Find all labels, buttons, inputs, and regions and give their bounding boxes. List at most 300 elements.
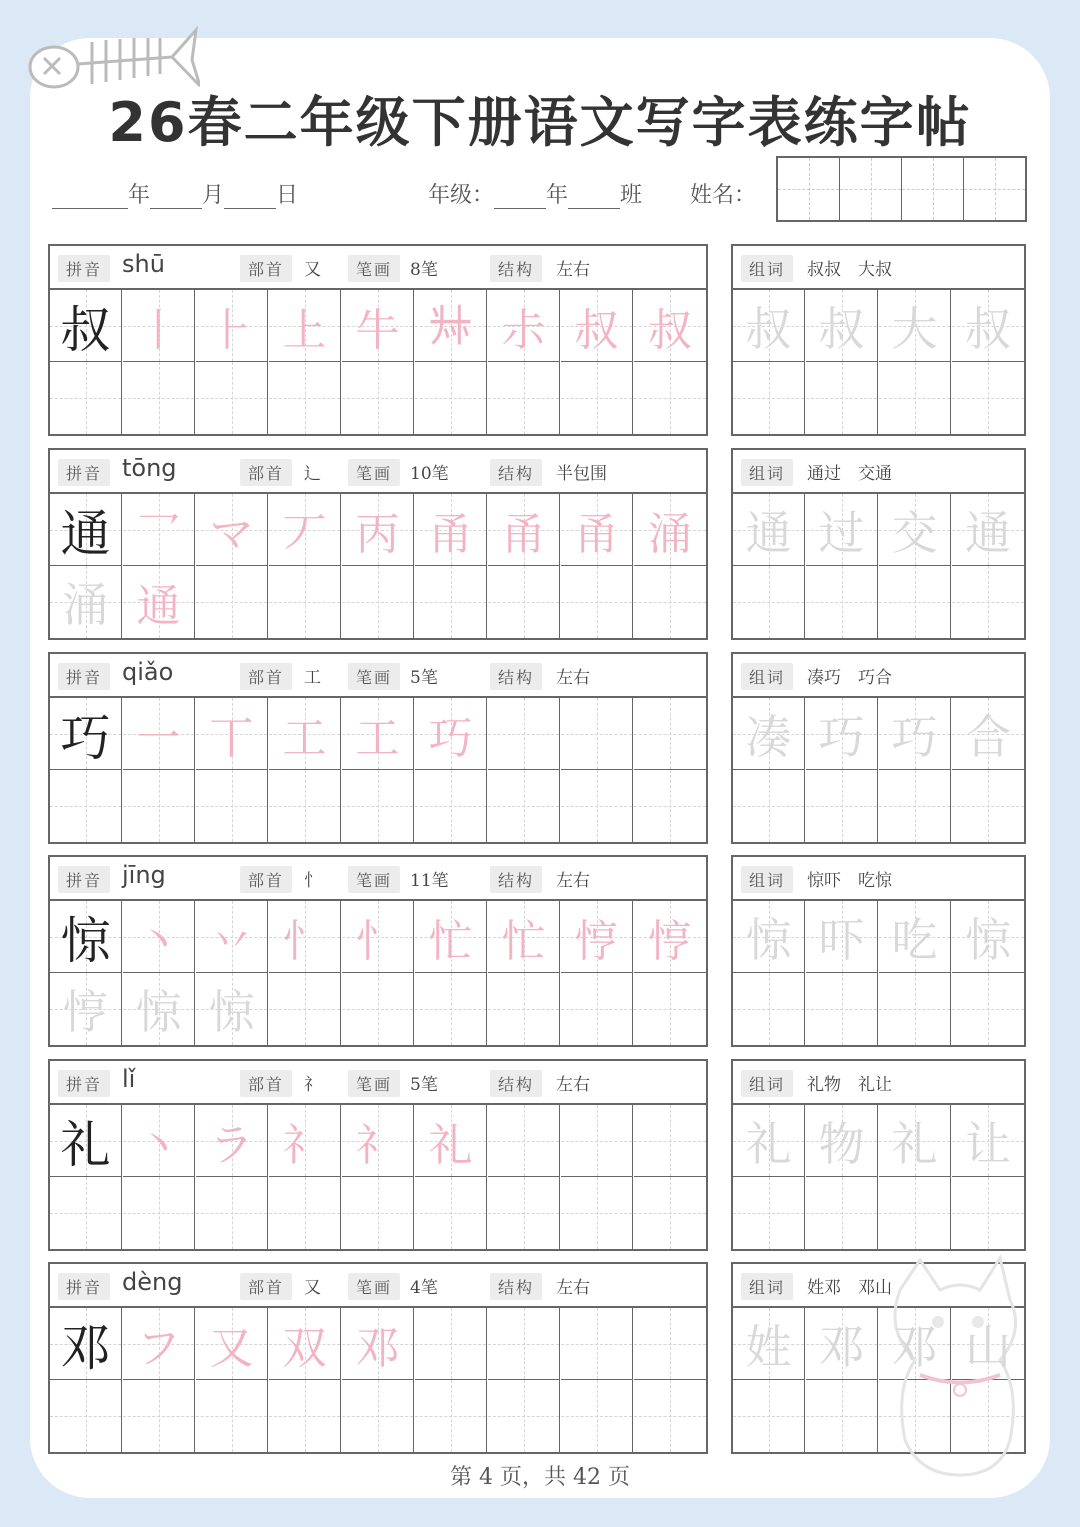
word-cell[interactable] xyxy=(952,1177,1024,1249)
writing-cell[interactable] xyxy=(634,973,706,1045)
writing-cell[interactable] xyxy=(415,901,487,973)
writing-cell[interactable] xyxy=(269,1308,341,1380)
word-trace-character: 礼 xyxy=(745,1116,792,1171)
writing-cell[interactable] xyxy=(123,1105,195,1177)
word-trace-character: 叔 xyxy=(745,301,792,356)
grade-class-blank[interactable] xyxy=(568,186,620,209)
radical-value: 又 xyxy=(304,260,321,280)
radical-tag: 部首 xyxy=(240,866,292,893)
writing-cell[interactable] xyxy=(196,362,268,434)
pinyin-value: lǐ xyxy=(122,1065,136,1093)
writing-cell[interactable] xyxy=(50,1308,122,1380)
writing-cell[interactable] xyxy=(488,1177,560,1249)
word-cell[interactable] xyxy=(952,901,1024,973)
word-trace-character: 巧 xyxy=(818,709,865,764)
word-cell[interactable] xyxy=(806,770,878,842)
writing-cell[interactable] xyxy=(50,1105,122,1177)
writing-cell[interactable] xyxy=(488,1380,560,1452)
writing-cell[interactable] xyxy=(561,901,633,973)
word-cell[interactable] xyxy=(806,1105,878,1177)
writing-cell[interactable] xyxy=(415,1380,487,1452)
writing-cell[interactable] xyxy=(415,770,487,842)
stroke-order-step: 忙 xyxy=(428,915,473,967)
word-cell[interactable] xyxy=(806,1177,878,1249)
stroke-order-step: 甬 xyxy=(574,508,619,560)
structure-tag: 结构 xyxy=(490,255,542,282)
day-blank[interactable] xyxy=(224,186,276,209)
stroke-order-step: 丶 xyxy=(136,915,181,967)
structure-value: 半包围 xyxy=(556,464,607,484)
writing-cell[interactable] xyxy=(269,973,341,1045)
writing-cell[interactable] xyxy=(50,1177,122,1249)
word-cell[interactable] xyxy=(952,566,1024,638)
strokes-value: 10笔 xyxy=(410,464,449,484)
radical-value: 工 xyxy=(304,668,321,688)
writing-cell[interactable] xyxy=(196,698,268,770)
writing-cell[interactable] xyxy=(488,770,560,842)
stroke-order-step: 𠦑 xyxy=(428,301,473,352)
stroke-order-step: 巧 xyxy=(428,712,473,764)
word-block xyxy=(731,855,1026,1047)
year-blank[interactable] xyxy=(52,186,128,209)
trace-character: 惊 xyxy=(135,985,182,1039)
stroke-order-step: 甬 xyxy=(428,508,473,560)
day-label: 日 xyxy=(276,183,299,208)
writing-cell[interactable] xyxy=(196,973,268,1045)
word-trace-character: 邓 xyxy=(818,1319,865,1374)
word-cell[interactable] xyxy=(879,290,951,362)
word-cell[interactable] xyxy=(952,290,1024,362)
grade-label: 年级： xyxy=(428,183,495,208)
stroke-order-step: 双 xyxy=(282,1322,327,1374)
name-boxes[interactable] xyxy=(776,156,1027,222)
word-cell[interactable] xyxy=(733,362,805,434)
writing-cell[interactable] xyxy=(196,901,268,973)
writing-cell[interactable] xyxy=(488,494,560,566)
writing-cell[interactable] xyxy=(269,362,341,434)
writing-cell[interactable] xyxy=(415,1105,487,1177)
stroke-order-step: 叔 xyxy=(648,304,692,356)
name-box[interactable] xyxy=(839,158,901,220)
word-trace-character: 凑 xyxy=(745,709,792,764)
word-cell[interactable] xyxy=(879,901,951,973)
name-label: 姓名： xyxy=(690,183,757,208)
writing-cell[interactable] xyxy=(561,1177,633,1249)
writing-cell[interactable] xyxy=(269,698,341,770)
word-cell[interactable] xyxy=(733,973,805,1045)
word-cell[interactable] xyxy=(879,494,951,566)
stroke-order-step: 叔 xyxy=(574,304,619,356)
writing-cell[interactable] xyxy=(634,770,706,842)
writing-cell[interactable] xyxy=(196,1177,268,1249)
pinyin-tag: 拼音 xyxy=(58,1070,110,1097)
word-cell[interactable] xyxy=(733,770,805,842)
name-box[interactable] xyxy=(778,158,839,220)
word-cell[interactable] xyxy=(879,1177,951,1249)
radical-tag: 部首 xyxy=(240,663,292,690)
writing-cell[interactable] xyxy=(561,770,633,842)
model-character: 巧 xyxy=(60,708,111,767)
name-box[interactable] xyxy=(901,158,963,220)
char-info-header xyxy=(50,246,706,290)
word-cell[interactable] xyxy=(952,494,1024,566)
words-tag: 组词 xyxy=(741,663,793,690)
writing-cell[interactable] xyxy=(634,1177,706,1249)
model-character: 邓 xyxy=(60,1318,111,1377)
word-cell[interactable] xyxy=(733,290,805,362)
writing-cell[interactable] xyxy=(123,770,195,842)
writing-cell[interactable] xyxy=(415,1177,487,1249)
writing-cell[interactable] xyxy=(561,1380,633,1452)
writing-cell[interactable] xyxy=(342,770,414,842)
stroke-order-step: 礻 xyxy=(282,1119,327,1171)
writing-cell[interactable] xyxy=(342,1380,414,1452)
word-header xyxy=(733,857,1024,901)
word-trace-character: 叔 xyxy=(965,301,1011,356)
practice-block xyxy=(48,448,708,640)
writing-cell[interactable] xyxy=(488,362,560,434)
word-cell[interactable] xyxy=(952,1105,1024,1177)
char-info-header xyxy=(50,450,706,494)
month-blank[interactable] xyxy=(150,186,202,209)
writing-cell[interactable] xyxy=(123,1380,195,1452)
word-cell[interactable] xyxy=(879,698,951,770)
word-trace-character: 邓 xyxy=(891,1319,938,1374)
page-footer: 第 4 页，共 42 页 xyxy=(450,1465,630,1490)
radical-tag: 部首 xyxy=(240,1070,292,1097)
page-title: 26春二年级下册语文写字表练字帖 xyxy=(108,91,972,154)
writing-cell[interactable] xyxy=(634,362,706,434)
writing-cell[interactable] xyxy=(561,973,633,1045)
pinyin-tag: 拼音 xyxy=(58,1273,110,1300)
writing-cell[interactable] xyxy=(415,566,487,638)
word-cell[interactable] xyxy=(733,698,805,770)
word-trace-character: 惊 xyxy=(965,912,1011,967)
word-trace-character: 通 xyxy=(965,505,1011,560)
stroke-order-step: フ xyxy=(136,1322,181,1374)
writing-cell[interactable] xyxy=(634,1308,706,1380)
pinyin-tag: 拼音 xyxy=(58,663,110,690)
word-cell[interactable] xyxy=(952,362,1024,434)
word-trace-character: 礼 xyxy=(891,1116,938,1171)
writing-cell[interactable] xyxy=(415,1308,487,1380)
year-label: 年 xyxy=(128,183,151,208)
writing-cell[interactable] xyxy=(123,1308,195,1380)
writing-cell[interactable] xyxy=(488,901,560,973)
radical-value: 辶 xyxy=(304,464,321,484)
writing-cell[interactable] xyxy=(561,566,633,638)
words-value: 惊吓 吃惊 xyxy=(807,871,892,891)
stroke-order-step: 丨 xyxy=(136,304,181,356)
writing-cell[interactable] xyxy=(196,1105,268,1177)
stroke-order-step: ラ xyxy=(209,1119,254,1171)
stroke-order-step: 丙 xyxy=(355,508,400,560)
stroke-order-step: 悙 xyxy=(574,915,619,967)
writing-cell[interactable] xyxy=(123,1177,195,1249)
writing-cell[interactable] xyxy=(488,1308,560,1380)
writing-cell[interactable] xyxy=(634,901,706,973)
word-trace-character: 物 xyxy=(818,1116,865,1171)
model-character: 叔 xyxy=(60,300,111,359)
writing-cell[interactable] xyxy=(488,566,560,638)
writing-cell[interactable] xyxy=(561,362,633,434)
writing-cell[interactable] xyxy=(634,290,706,362)
words-value: 叔叔 大叔 xyxy=(807,260,892,280)
stroke-order-step: 上 xyxy=(282,304,327,356)
writing-cell[interactable] xyxy=(634,566,706,638)
trace-character: 悙 xyxy=(62,985,109,1039)
writing-cell[interactable] xyxy=(342,290,414,362)
strokes-tag: 笔画 xyxy=(348,255,400,282)
writing-cell[interactable] xyxy=(269,1177,341,1249)
stroke-order-step: 忙 xyxy=(501,915,546,967)
pinyin-tag: 拼音 xyxy=(58,866,110,893)
word-cell[interactable] xyxy=(806,698,878,770)
word-cell[interactable] xyxy=(879,1105,951,1177)
structure-tag: 结构 xyxy=(490,663,542,690)
word-trace-character: 惊 xyxy=(745,912,792,967)
stroke-order-step: 礼 xyxy=(428,1119,473,1171)
pinyin-tag: 拼音 xyxy=(58,255,110,282)
writing-cell[interactable] xyxy=(123,290,195,362)
pinyin-value: qiǎo xyxy=(122,658,174,686)
word-cell[interactable] xyxy=(733,494,805,566)
writing-cell[interactable] xyxy=(123,566,195,638)
structure-value: 左右 xyxy=(556,1075,590,1095)
writing-cell[interactable] xyxy=(415,362,487,434)
name-box[interactable] xyxy=(963,158,1025,220)
word-cell[interactable] xyxy=(806,566,878,638)
writing-cell[interactable] xyxy=(488,698,560,770)
writing-cell[interactable] xyxy=(196,770,268,842)
stroke-order-step: 丷 xyxy=(209,915,254,967)
radical-tag: 部首 xyxy=(240,255,292,282)
word-block xyxy=(731,1059,1026,1251)
writing-cell[interactable] xyxy=(269,901,341,973)
word-trace-character: 叔 xyxy=(818,301,865,356)
writing-cell[interactable] xyxy=(269,770,341,842)
writing-cell[interactable] xyxy=(196,1380,268,1452)
writing-cell[interactable] xyxy=(634,698,706,770)
model-character: 礼 xyxy=(60,1115,111,1174)
strokes-tag: 笔画 xyxy=(348,663,400,690)
trace-character: 涌 xyxy=(62,578,109,632)
stroke-order-step: 丆 xyxy=(282,508,327,560)
word-trace-character: 大 xyxy=(891,301,938,356)
word-cell[interactable] xyxy=(879,566,951,638)
writing-cell[interactable] xyxy=(342,494,414,566)
word-cell[interactable] xyxy=(879,362,951,434)
radical-tag: 部首 xyxy=(240,1273,292,1300)
writing-cell[interactable] xyxy=(342,1308,414,1380)
writing-cell[interactable] xyxy=(561,698,633,770)
writing-cell[interactable] xyxy=(342,901,414,973)
grade-class-label: 班 xyxy=(620,183,643,208)
word-cell[interactable] xyxy=(879,770,951,842)
strokes-tag: 笔画 xyxy=(348,459,400,486)
words-value: 姓邓 邓山 xyxy=(807,1278,892,1298)
word-trace-character: 通 xyxy=(745,505,792,560)
word-trace-character: 合 xyxy=(965,709,1011,764)
word-cell[interactable] xyxy=(806,494,878,566)
month-label: 月 xyxy=(202,183,225,208)
word-trace-character: 过 xyxy=(818,505,865,560)
word-cell[interactable] xyxy=(733,1177,805,1249)
word-cell[interactable] xyxy=(952,770,1024,842)
word-cell[interactable] xyxy=(733,566,805,638)
stroke-order-step: 尗 xyxy=(501,304,546,356)
writing-cell[interactable] xyxy=(488,290,560,362)
word-header xyxy=(733,246,1024,290)
stroke-order-step: 工 xyxy=(282,712,327,764)
structure-value: 左右 xyxy=(556,1278,590,1298)
pinyin-value: tōng xyxy=(122,454,177,482)
writing-cell[interactable] xyxy=(50,973,122,1045)
word-cell[interactable] xyxy=(806,362,878,434)
trace-character: 通 xyxy=(136,581,181,632)
stroke-order-step: マ xyxy=(209,508,254,560)
writing-cell[interactable] xyxy=(342,698,414,770)
writing-cell[interactable] xyxy=(342,973,414,1045)
structure-tag: 结构 xyxy=(490,866,542,893)
stroke-order-step: 丅 xyxy=(209,712,254,764)
writing-cell[interactable] xyxy=(50,1380,122,1452)
writing-cell[interactable] xyxy=(488,973,560,1045)
writing-cell[interactable] xyxy=(415,494,487,566)
writing-cell[interactable] xyxy=(269,1105,341,1177)
writing-cell[interactable] xyxy=(50,494,122,566)
structure-tag: 结构 xyxy=(490,1273,542,1300)
writing-cell[interactable] xyxy=(634,1380,706,1452)
writing-cell[interactable] xyxy=(342,362,414,434)
writing-cell[interactable] xyxy=(123,698,195,770)
char-info-header xyxy=(50,654,706,698)
word-cell[interactable] xyxy=(733,901,805,973)
writing-cell[interactable] xyxy=(415,290,487,362)
word-cell[interactable] xyxy=(952,973,1024,1045)
stroke-order-step: 忄 xyxy=(355,915,400,967)
grade-year-blank[interactable] xyxy=(494,186,546,209)
char-info-header xyxy=(50,857,706,901)
writing-cell[interactable] xyxy=(50,566,122,638)
word-cell[interactable] xyxy=(733,1308,805,1380)
writing-cell[interactable] xyxy=(196,494,268,566)
structure-value: 左右 xyxy=(556,871,590,891)
word-trace-character: 山 xyxy=(965,1319,1011,1374)
strokes-value: 8笔 xyxy=(410,260,438,280)
word-header xyxy=(733,654,1024,698)
stroke-order-step: 又 xyxy=(209,1322,254,1374)
words-tag: 组词 xyxy=(741,459,793,486)
word-cell[interactable] xyxy=(806,290,878,362)
practice-block xyxy=(48,244,708,436)
writing-cell[interactable] xyxy=(342,1177,414,1249)
writing-cell[interactable] xyxy=(196,290,268,362)
writing-cell[interactable] xyxy=(634,1105,706,1177)
writing-cell[interactable] xyxy=(488,1105,560,1177)
stroke-order-step: 礻 xyxy=(355,1119,400,1171)
word-cell[interactable] xyxy=(806,901,878,973)
writing-cell[interactable] xyxy=(50,698,122,770)
writing-cell[interactable] xyxy=(123,362,195,434)
stroke-order-step: 邓 xyxy=(355,1322,400,1374)
practice-block xyxy=(48,1059,708,1251)
stroke-order-step: 甬 xyxy=(501,508,546,560)
strokes-value: 5笔 xyxy=(410,1075,438,1095)
strokes-value: 11笔 xyxy=(410,871,449,891)
structure-tag: 结构 xyxy=(490,1070,542,1097)
writing-cell[interactable] xyxy=(123,901,195,973)
grade-year-label: 年 xyxy=(546,183,569,208)
strokes-tag: 笔画 xyxy=(348,1070,400,1097)
pinyin-value: dèng xyxy=(122,1268,183,1296)
word-header xyxy=(733,1061,1024,1105)
structure-tag: 结构 xyxy=(490,459,542,486)
writing-cell[interactable] xyxy=(561,1105,633,1177)
writing-cell[interactable] xyxy=(634,494,706,566)
model-character: 惊 xyxy=(60,911,111,970)
writing-cell[interactable] xyxy=(123,973,195,1045)
word-cell[interactable] xyxy=(733,1105,805,1177)
pinyin-value: shū xyxy=(122,250,165,278)
writing-cell[interactable] xyxy=(561,1308,633,1380)
writing-cell[interactable] xyxy=(269,290,341,362)
practice-block xyxy=(48,652,708,844)
pinyin-value: jīng xyxy=(122,861,166,889)
writing-cell[interactable] xyxy=(50,901,122,973)
writing-cell[interactable] xyxy=(561,290,633,362)
strokes-tag: 笔画 xyxy=(348,866,400,893)
writing-cell[interactable] xyxy=(342,1105,414,1177)
word-trace-character: 让 xyxy=(965,1116,1011,1171)
word-cell[interactable] xyxy=(952,698,1024,770)
writing-cell[interactable] xyxy=(269,494,341,566)
writing-cell[interactable] xyxy=(123,494,195,566)
word-trace-character: 吓 xyxy=(818,912,865,967)
char-info-header xyxy=(50,1264,706,1308)
writing-cell[interactable] xyxy=(196,1308,268,1380)
stroke-order-step: 乛 xyxy=(136,508,181,560)
writing-cell[interactable] xyxy=(269,1380,341,1452)
words-value: 凑巧 巧合 xyxy=(807,668,892,688)
word-header xyxy=(733,450,1024,494)
writing-cell[interactable] xyxy=(50,770,122,842)
word-cell[interactable] xyxy=(879,973,951,1045)
model-character: 通 xyxy=(60,504,111,563)
writing-cell[interactable] xyxy=(415,698,487,770)
writing-cell[interactable] xyxy=(561,494,633,566)
writing-cell[interactable] xyxy=(415,973,487,1045)
words-tag: 组词 xyxy=(741,1273,793,1300)
word-trace-character: 姓 xyxy=(745,1319,792,1374)
word-cell[interactable] xyxy=(733,1380,805,1452)
writing-cell[interactable] xyxy=(50,362,122,434)
writing-cell[interactable] xyxy=(342,566,414,638)
stroke-order-step: 一 xyxy=(136,712,181,764)
writing-cell[interactable] xyxy=(50,290,122,362)
word-trace-character: 交 xyxy=(891,505,938,560)
strokes-value: 5笔 xyxy=(410,668,438,688)
word-cell[interactable] xyxy=(806,973,878,1045)
stroke-order-step: ⺊ xyxy=(209,304,254,356)
writing-cell[interactable] xyxy=(196,566,268,638)
writing-cell[interactable] xyxy=(269,566,341,638)
words-value: 礼物 礼让 xyxy=(807,1075,892,1095)
stroke-order-step: 丶 xyxy=(136,1119,181,1171)
structure-value: 左右 xyxy=(556,260,590,280)
word-block xyxy=(731,448,1026,640)
radical-value: 礻 xyxy=(304,1075,321,1095)
